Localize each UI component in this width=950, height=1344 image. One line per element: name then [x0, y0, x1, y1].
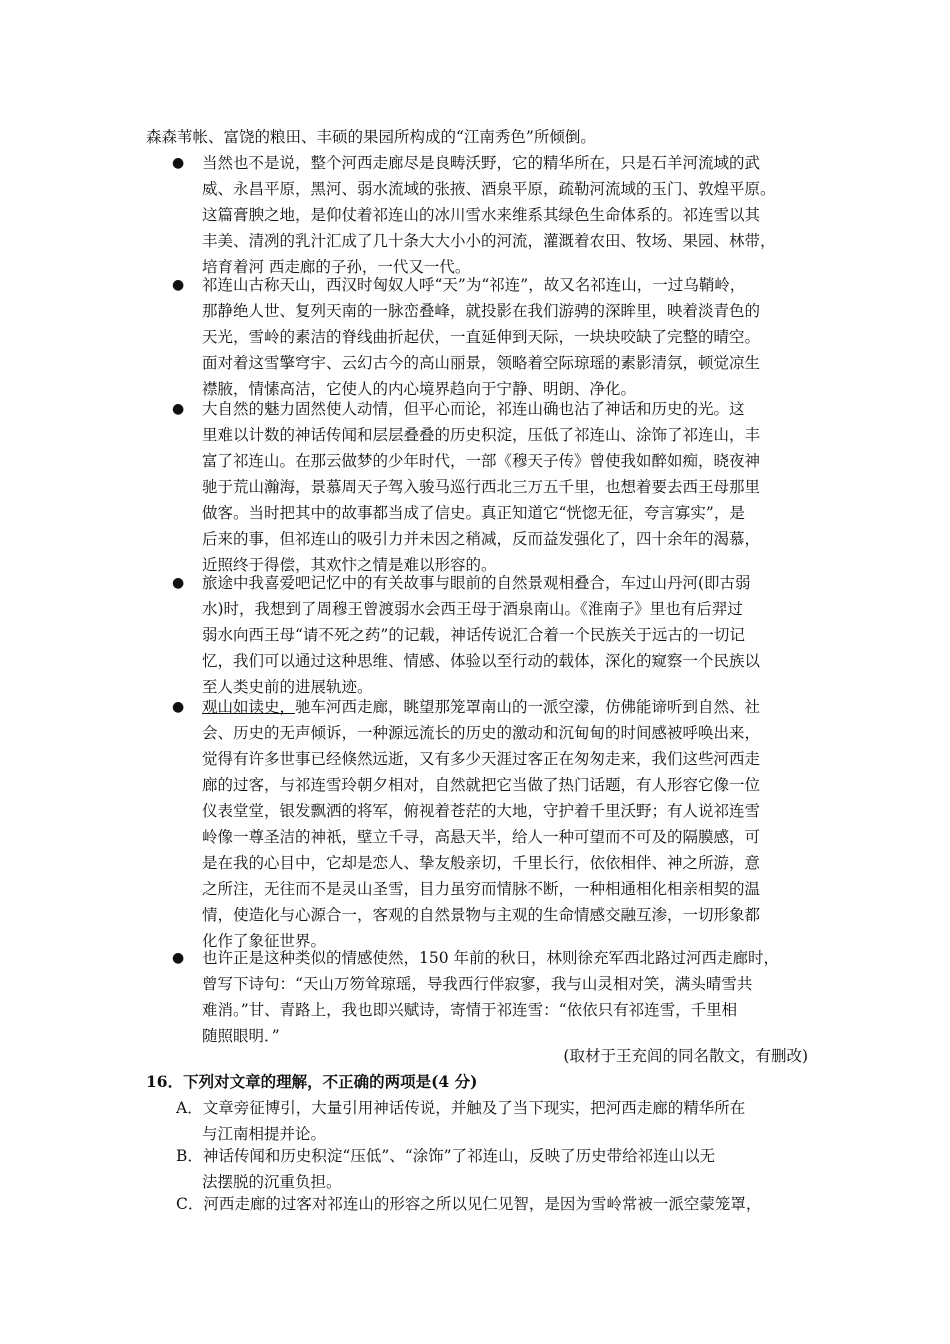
paragraph-1 [172, 150, 812, 280]
option-text: 神话传闻和历史积淀“压低”、“涂饰”了祁连山，反映了历史带给祁连山以无 [202, 1147, 716, 1165]
text-line: 后来的事，但祁连山的吸引力并未因之稍减，反而益发强化了，四十余年的渴慕， [202, 530, 761, 548]
underlined-phrase: 观山如读史， [202, 698, 296, 716]
text-line: 岭像一尊圣洁的神祇，壁立千寻，高悬天半，给人一种可望而不可及的隔膜感，可 [202, 828, 761, 846]
text-line: 仪表堂堂，银发飘洒的将军，俯视着苍茫的大地，守护着千里沃野；有人说祁连雪 [202, 802, 761, 820]
text-line: 那静绝人世、复列天南的一脉峦叠峰，就投影在我们游骋的深眸里，映着淡青色的 [202, 302, 761, 320]
text-line: 威、永昌平原，黑河、弱水流域的张掖、酒泉平原，疏勒河流域的玉门、敦煌平原。 [202, 180, 776, 198]
option-a [176, 1095, 816, 1147]
text-line: 大自然的魅力固然使人动情，但平心而论，祁连山确也沾了神话和历史的光。这 [202, 400, 745, 418]
text-line: 驰于荒山瀚海，景慕周天子驾入骏马巡行西北三万五千里，也想着要去西王母那里 [202, 478, 761, 496]
text-line: 弱水向西王母“请不死之药”的记载，神话传说汇合着一个民族关于远古的一切记 [202, 626, 745, 644]
text-line: 天光，雪岭的素洁的脊线曲折起伏，一直延伸到天际，一块块咬缺了完整的晴空。 [202, 328, 761, 346]
text-line: 之所注，无往而不是灵山圣雪，目力虽穷而情脉不断，一种相通相化相亲相契的温 [202, 880, 761, 898]
text-line: 近照终于得偿，其欢忭之情是难以形容的。 [202, 556, 497, 574]
bullet-icon: ● [172, 575, 185, 591]
option-text: 河西走廊的过客对祁连山的形容之所以见仁见智，是因为雪岭常被一派空蒙笼罩， [203, 1195, 762, 1213]
paragraph-3 [172, 396, 812, 578]
option-label: C． [176, 1195, 204, 1213]
bullet-icon: ● [172, 401, 185, 417]
paragraph-2 [172, 272, 812, 402]
question-title: 16．下列对文章的理解，不正确的两项是(4 分) [146, 1072, 478, 1091]
option-b [176, 1143, 816, 1195]
option-c [176, 1191, 816, 1217]
text-line: 祁连山古称天山，西汉时匈奴人呼“天”为“祁连”，故又名祁连山，一过乌鞘岭， [202, 276, 746, 294]
text-line-first [202, 694, 812, 720]
text-line: 襟腋，情愫高洁，它使人的内心境界趋向于宁静、明朗、净化。 [202, 380, 637, 398]
text-line-rest: 驰车河西走廊，眺望那笼罩南山的一派空濛，仿佛能谛听到自然、社 [295, 698, 761, 716]
text-line: 是在我的心目中，它却是恋人、挚友般亲切，千里长行，依依相伴、神之所游，意 [202, 854, 761, 872]
paragraph-6 [172, 945, 812, 1049]
text-line: 水)时，我想到了周穆王曾渡弱水会西王母于酒泉南山。《淮南子》里也有后羿过 [202, 600, 743, 618]
text-line: 做客。当时把其中的故事都当成了信史。真正知道它“恍惚无征，夸言寡实”，是 [202, 504, 745, 522]
text-line: 情，使造化与心源合一，客观的自然景物与主观的生命情感交融互渗，一切形象都 [202, 906, 761, 924]
text-line: 当然也不是说，整个河西走廊尽是良畴沃野，它的精华所在，只是石羊河流域的武 [202, 154, 761, 172]
option-line: 与江南相提并论。 [202, 1125, 327, 1143]
text-line: 也许正是这种类似的情感使然，150 年前的秋日，林则徐充军西北路过河西走廊时， [202, 949, 780, 967]
lead-line: 森森苇帐、富饶的粮田、丰硕的果园所构成的“江南秀色”所倾倒。 [146, 128, 596, 146]
option-line [176, 1143, 816, 1169]
option-line: 法摆脱的沉重负担。 [202, 1173, 342, 1191]
bullet-icon: ● [172, 699, 185, 715]
text-line: 里难以计数的神话传闻和层层叠叠的历史积淀，压低了祁连山、涂饰了祁连山，丰 [202, 426, 761, 444]
text-line: 曾写下诗句：“天山万笏耸琼瑶，导我西行伴寂寥，我与山灵相对笑，满头晴雪共 [202, 975, 753, 993]
text-line: 这篇膏腴之地，是仰仗着祁连山的冰川雪水来维系其绿色生命体系的。祁连雪以其 [202, 206, 761, 224]
text-line: 丰美、清冽的乳汁汇成了几十条大大小小的河流，灌溉着农田、牧场、果园、林带， [202, 232, 776, 250]
source-note: (取材于王充闾的同名散文，有删改) [563, 1047, 808, 1065]
text-line: 培育着河 西走廊的子孙，一代又一代。 [202, 258, 471, 276]
text-line: 富了祁连山。在那云做梦的少年时代，一部《穆天子传》曾使我如醉如痴，晓夜神 [202, 452, 761, 470]
paragraph-4 [172, 570, 812, 700]
text-line: 至人类史前的进展轨迹。 [202, 678, 373, 696]
paragraph-5 [172, 694, 812, 954]
text-line: 会、历史的无声倾诉，一种源远流长的历史的激动和沉甸甸的时间感被呼唤出来， [202, 724, 761, 742]
text-line: 觉得有许多世事已经倏然远逝，又有多少天涯过客正在匆匆走来，我们这些河西走 [202, 750, 761, 768]
option-text: 文章旁征博引，大量引用神话传说，并触及了当下现实，把河西走廊的精华所在 [202, 1099, 746, 1117]
text-line: 难消。”甘、青路上，我也即兴赋诗，寄情于祁连雪：“依依只有祁连雪，千里相 [202, 1001, 738, 1019]
option-line [176, 1095, 816, 1121]
text-line: 化作了象征世界。 [202, 932, 327, 950]
bullet-icon: ● [172, 950, 185, 966]
text-line: 忆，我们可以通过这种思维、情感、体验以至行动的载体，深化的窥察一个民族以 [202, 652, 761, 670]
option-label: B． [176, 1147, 203, 1165]
option-label: A． [176, 1099, 203, 1117]
text-line: 随照眼明．” [202, 1027, 280, 1045]
text-line: 廊的过客，与祁连雪玲朝夕相对，自然就把它当做了热门话题，有人形容它像一位 [202, 776, 761, 794]
text-line: 旅途中我喜爱吧记忆中的有关故事与眼前的自然景观相叠合，车过山丹河(即古弱 [202, 574, 751, 592]
bullet-icon: ● [172, 277, 185, 293]
text-line: 面对着这雪擎穹宇、云幻古今的高山丽景，领略着空际琼瑶的素影清氛，顿觉凉生 [202, 354, 761, 372]
bullet-icon: ● [172, 155, 185, 171]
option-line [176, 1191, 816, 1217]
